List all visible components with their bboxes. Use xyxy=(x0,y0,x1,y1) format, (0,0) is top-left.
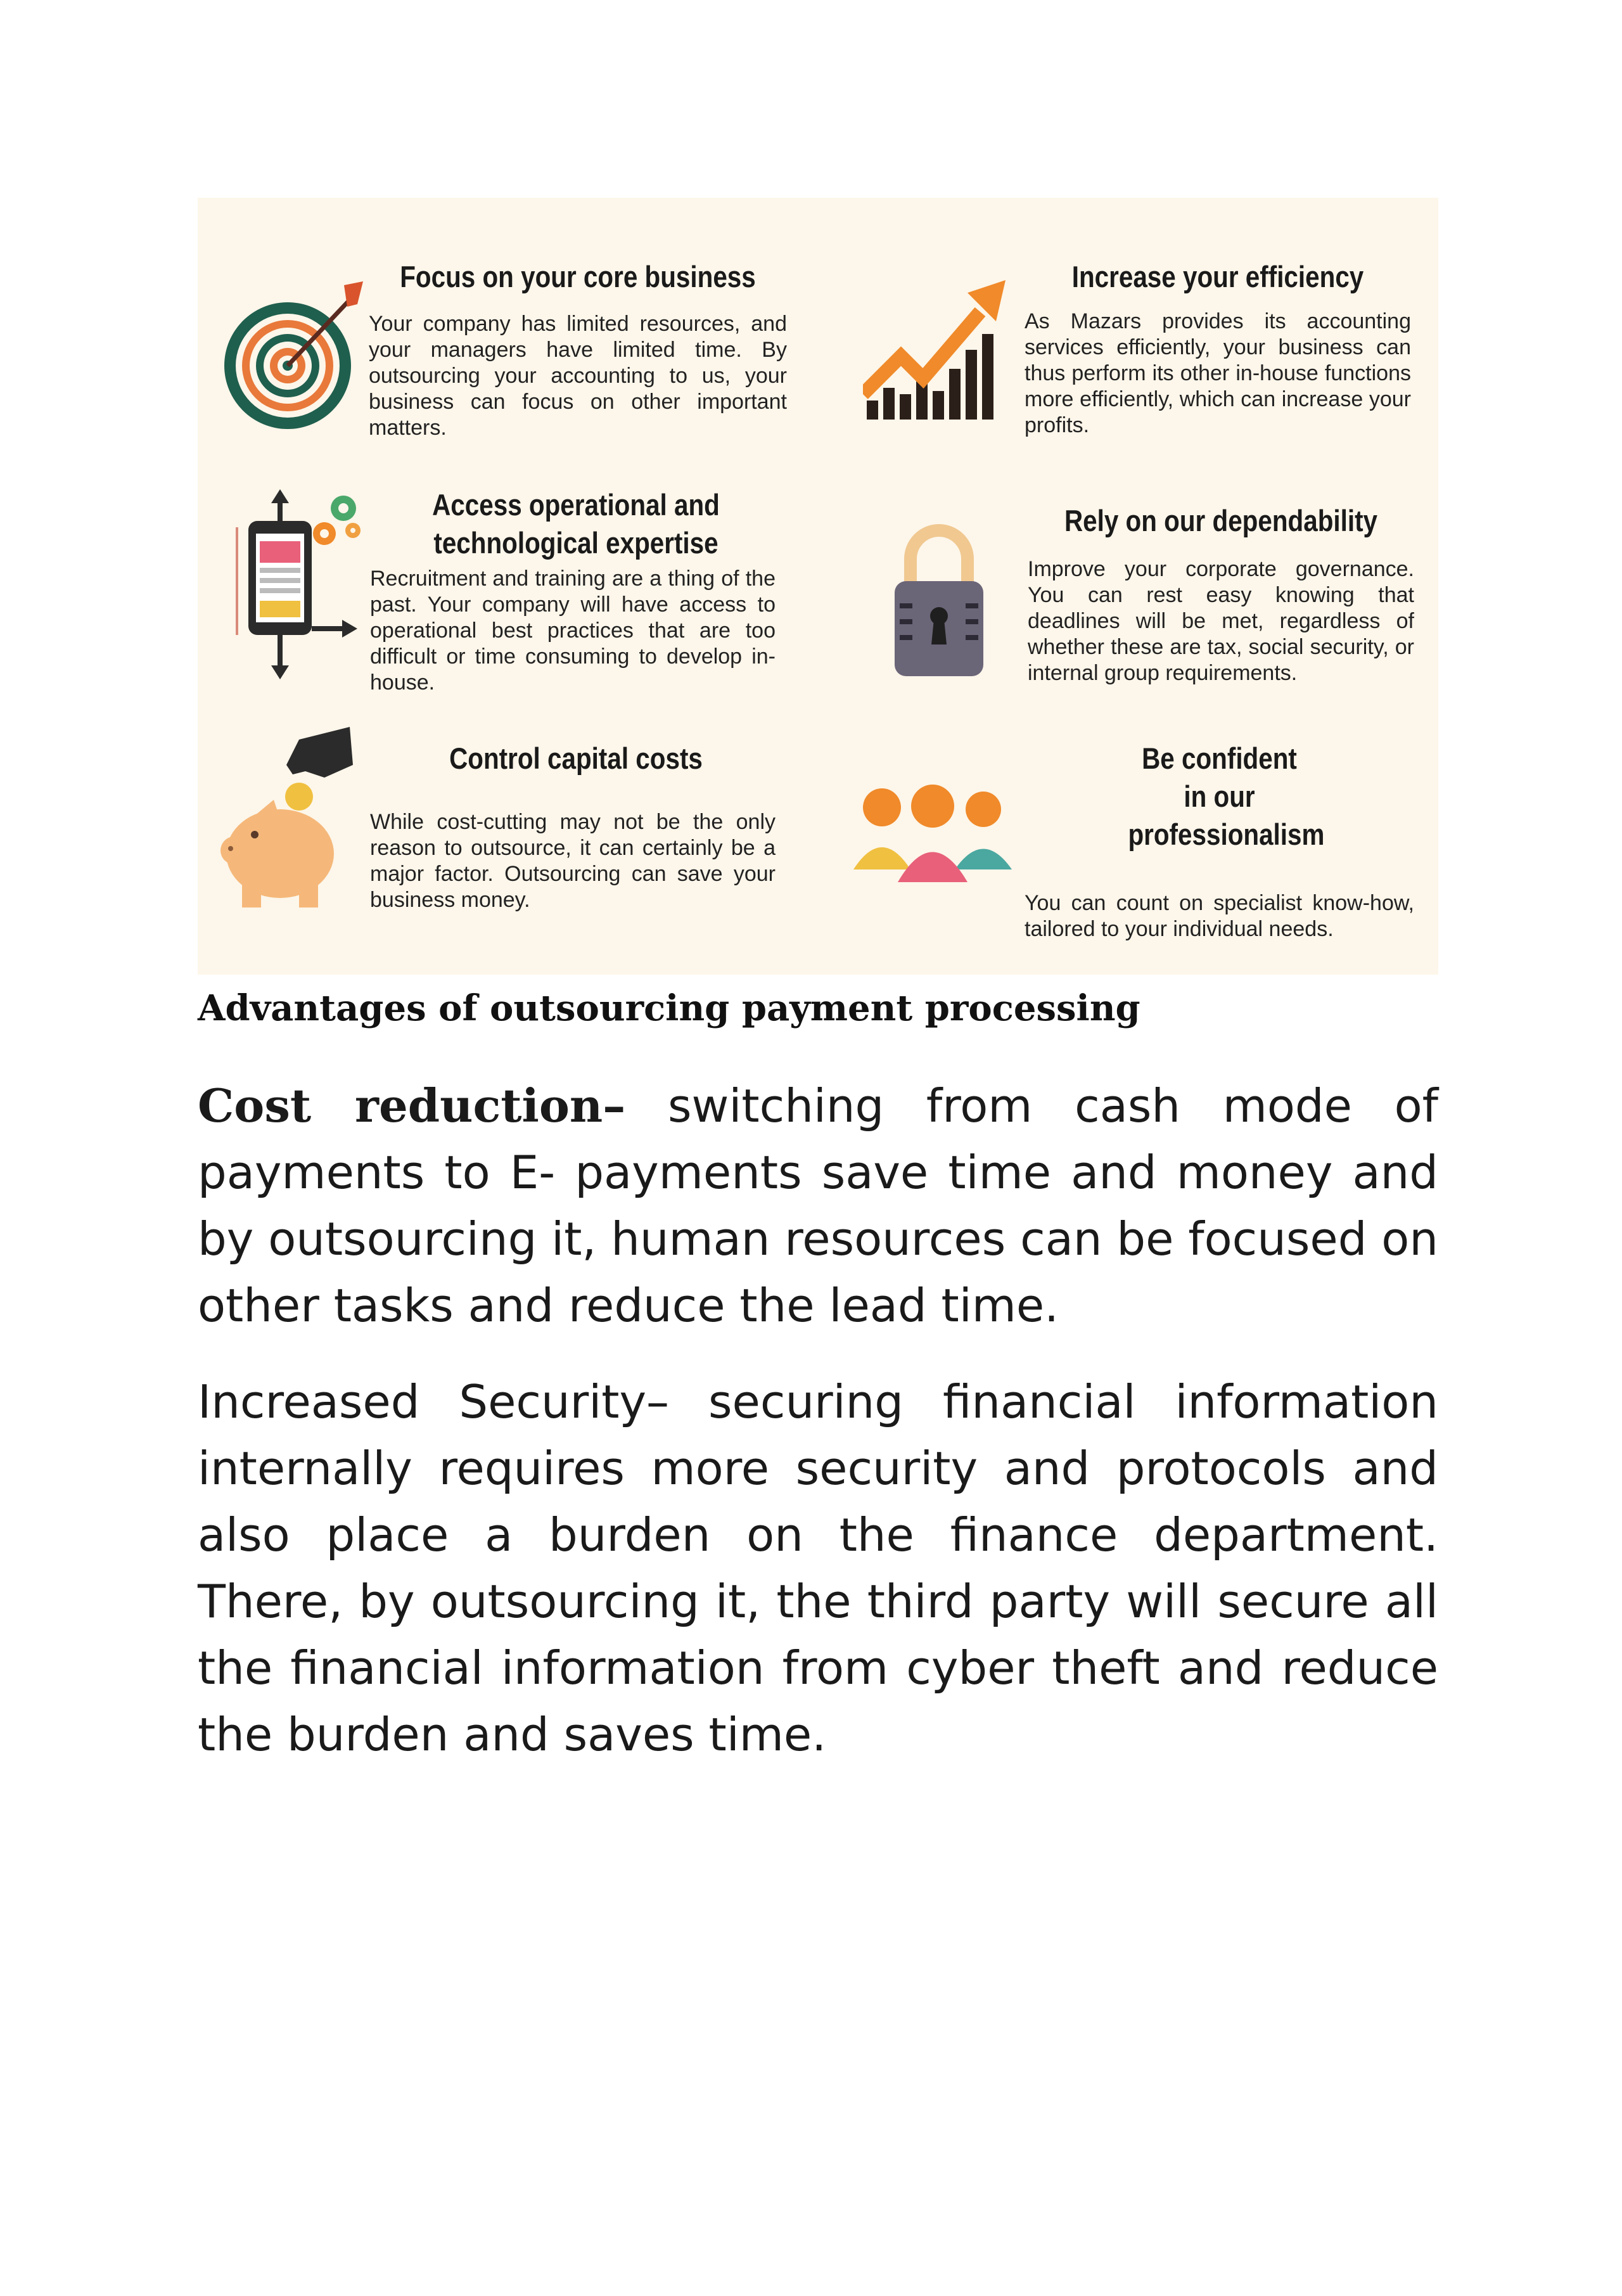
paragraph-cost-reduction xyxy=(198,1072,1438,1339)
paragraph-increased-security xyxy=(198,1369,1438,1768)
item-body: As Mazars provides its accounting services efficiently, your business can thus perform its other in-house functions more efficiently, which can increase your profits. xyxy=(1025,309,1411,437)
item-operational-expertise xyxy=(370,486,782,696)
item-increase-efficiency xyxy=(1025,258,1411,439)
team-icon xyxy=(850,781,1021,895)
item-body: Improve your corporate governance. You can rest easy knowing that deadlines will be met, regardless of whether these are tax, social security, or internal group requirements. xyxy=(1028,557,1414,685)
target-icon xyxy=(220,267,366,432)
paragraph-text: switching from cash mode of payments to E- payments save time and money and by outsourcing it, human resources can be focused on other tasks and reduce the lead time. xyxy=(198,1079,1438,1332)
item-title: Rely on our dependability xyxy=(1064,504,1378,537)
item-title: Increase your efficiency xyxy=(1071,260,1364,293)
mobile-gears-icon xyxy=(217,489,375,692)
item-body: Your company has limited resources, and your managers have limited time. By outsourcing your accounting to us, your business can focus on other important matters. xyxy=(369,312,787,440)
item-body: While cost-cutting may not be the only reason to outsource, it can certainly be a major factor. Outsourcing can save your business money. xyxy=(370,810,776,912)
item-title: Be confident in our professionalism xyxy=(1128,741,1325,851)
paragraph-text: Increased Security– securing financial information internally requires more security and protocols and also place a burden on the finance department. There, by outsourcing it, the third party will secure all the financial information from cyber theft and reduce the burden and saves time. xyxy=(198,1375,1438,1761)
paragraph-lead: Cost reduction– xyxy=(198,1079,626,1132)
item-focus-core-business xyxy=(369,258,787,441)
growth-chart-icon xyxy=(863,274,1021,432)
item-capital-costs xyxy=(370,740,782,913)
padlock-icon xyxy=(882,515,996,679)
item-title: Focus on your core business xyxy=(400,260,756,293)
figure-caption: Advantages of outsourcing payment processing xyxy=(198,987,1140,1029)
item-body: You can count on specialist know-how, tailored to your individual needs. xyxy=(1025,891,1414,941)
infographic xyxy=(198,198,1438,975)
item-title: Access operational and technological expertise xyxy=(432,488,720,560)
piggy-bank-icon xyxy=(217,727,362,917)
item-dependability xyxy=(1028,502,1414,686)
item-body: Recruitment and training are a thing of the past. Your company will have access to operational best practices that are too difficult or time consuming to develop in-house. xyxy=(370,567,776,695)
item-title: Control capital costs xyxy=(449,741,703,775)
item-professionalism xyxy=(1025,740,1414,942)
